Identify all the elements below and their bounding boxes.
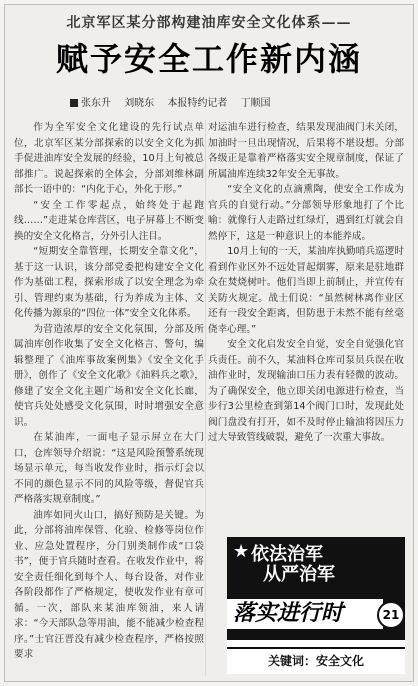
- series-title: 落实进行时: [227, 599, 383, 629]
- byline-author-2: 刘晓东: [124, 98, 155, 109]
- paragraph: “安全工作零起点，始终处于起跑线……”走进某仓库营区，电子屏幕上不断变换的安全文化格言，分外引人注目。: [14, 199, 204, 242]
- article-column-left: [14, 120, 204, 680]
- column-logo-box: [227, 537, 405, 674]
- paragraph: 作为全军安全文化建设的先行试点单位，北京军区某分部探索的以安全文化为抓手促进油库安全发展的经验，10月上旬被总部推广。说起探索的全体会，分部刘维林副部长一语中的：“内化于心，外化于形。”: [14, 122, 204, 195]
- paragraph: 10月上旬的一天，某油库执勤哨兵巡逻时看到作业区外不远处冒起烟雾，原来是驻地群众在焚烧树叶。他们当即上前制止，并宣传有关防火规定。战士们说：“虽然树林离作业区还有一段安全距离，但防患于未然不能有丝毫侥幸心理。”: [208, 246, 404, 335]
- slogan: [251, 545, 335, 585]
- byline-role: 本报特约记者: [167, 98, 228, 109]
- paragraph: 对运油车进行检查，结果发现油阀门未关闭，加油时一旦出现情况，后果将不堪设想。分部各级正是靠着严格落实安全规章制度，保证了所属油库连续32年安全无事故。: [208, 122, 404, 180]
- paragraph: 为营造浓厚的安全文化氛围，分部及所属油库创作收集了安全文化格言、警句，编辑整理了《油库事故案例集》《安全文化手册》，创作了《安全文化歌》《油料兵之歌》，修建了安全文化主题广场和安全文化长廊，使官兵处处感受文化氛围，时时增强安全意识。: [14, 323, 204, 428]
- paragraph: 油库如同火山口，搞好预防是关键。为此，分部将油库保管、化验、检修等岗位作业、应急处置程序，分门别类制作成“口袋书”，便于官兵随时查看。在收发作业中，将安全责任细化到每个人、每台设备，对作业各阶段都作了严格规定，使收发作业有章可循。一次，部队来某油库领油，来人请求：“今天部队急等用油，能不能减少检查程序。”士官汪晋没有减少检查程序，严格按照要求: [14, 509, 204, 660]
- keyword-label: 关键词：安全文化: [227, 647, 405, 673]
- paragraph: “短期安全靠管理，长期安全靠文化”，基于这一认识，该分部党委把构建安全文化作为基础工程，探索形成了以安全理念为牵引、管理约束为基础，行为养成为主体、文化传播为源泉的“四位一体”安全文化体系。: [14, 246, 204, 319]
- byline-author-3: 丁顺国: [240, 98, 271, 109]
- byline: [70, 94, 400, 109]
- star-icon: ★: [233, 541, 250, 562]
- byline-author-1: 张东升: [81, 98, 111, 109]
- article-column-right: [208, 120, 404, 520]
- column-divider: [205, 120, 206, 676]
- slogan-line-1: 依法治军: [251, 544, 323, 565]
- square-bullet-icon: [70, 99, 78, 107]
- paragraph: 安全文化启发安全自觉，安全自觉强化官兵责任。前不久，某油料仓库司泵员兵误在收油作业时，发现输油口压力表有轻微的波动。为了确保安全，他立即关闭电源进行检查，当步行3公里检查到第14个阀门口时，发现此处阀门盘没有打开，如不及时停止输油将因压力过大导致管线破裂，避免了一次重大事故。: [208, 339, 404, 443]
- slogan-line-2: 从严治军: [263, 564, 335, 585]
- paragraph: “安全文化的点滴熏陶，使安全工作成为官兵的自觉行动。”分部领导形象地打了个比喻：就像行人走路过红绿灯，遇到红灯就会自然停下，这是一种意识上的本能养成。: [208, 184, 404, 242]
- series-number-badge: 21: [377, 601, 405, 629]
- slogan-banner: [227, 537, 405, 640]
- article-headline: 赋予安全工作新内涵: [55, 40, 362, 78]
- article-subtitle: 北京军区某分部构建油库安全文化体系——: [66, 15, 352, 31]
- paragraph: 在某油库，一面电子显示屏立在大门口，仓库领导介绍说：“这是风险预警系统现场显示单元，每当收发作业时，指示灯会以不同的颜色显示不同的风险等级，督促官兵严格落实规章制度。”: [14, 432, 204, 505]
